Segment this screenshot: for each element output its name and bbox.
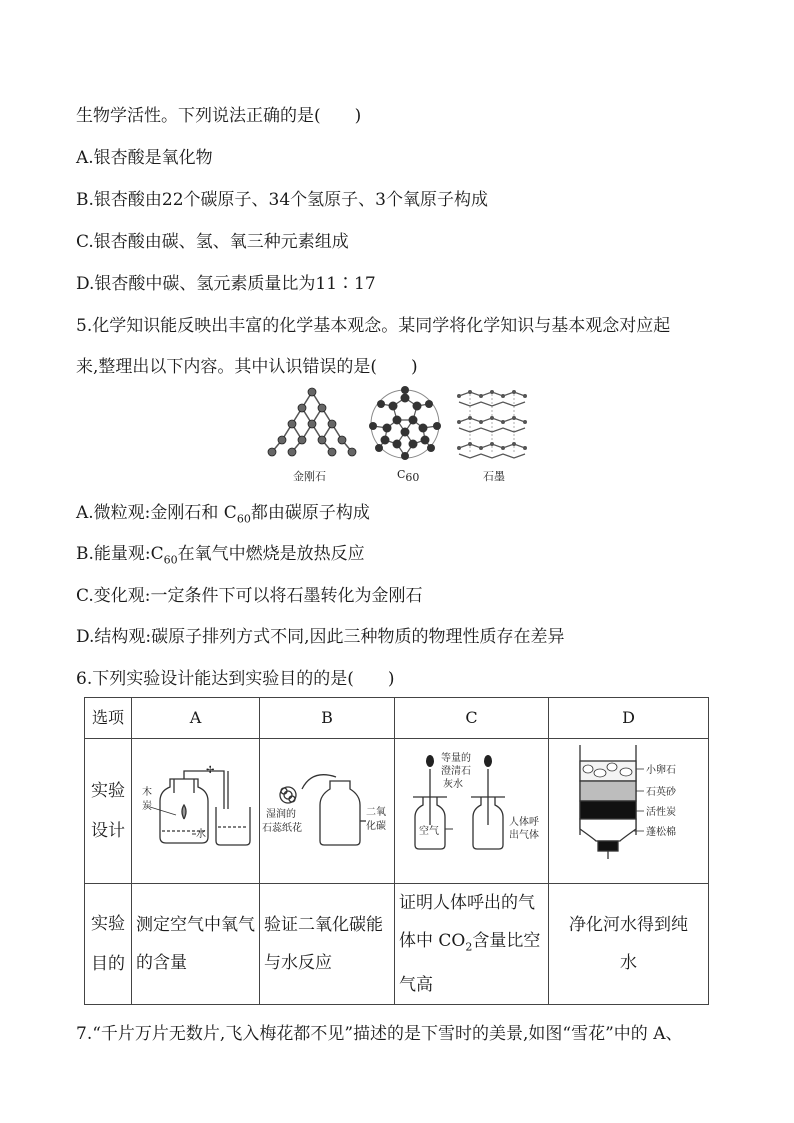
q4-option-a: A.银杏酸是氧化物 — [76, 148, 213, 168]
header-b: B — [260, 698, 395, 739]
purpose-b: 验证二氧化碳能与水反应 — [260, 884, 395, 1005]
label-air: 空气 — [418, 826, 439, 837]
diamond-caption: 金刚石 — [293, 470, 326, 483]
q6-experiment-table — [84, 697, 709, 1005]
q6-stem: 6.下列实验设计能达到实验目的的是( ) — [76, 669, 395, 689]
q5-stem-line2: 来,整理出以下内容。其中认识错误的是( ) — [76, 357, 418, 377]
purpose-d: 净化河水得到纯水 — [549, 884, 709, 1005]
table-row-purpose — [85, 884, 709, 1005]
label-co2-2: 化碳 — [366, 821, 386, 832]
label-exhaled-2: 出气体 — [508, 830, 539, 841]
header-option: 选项 — [85, 698, 132, 739]
label-quartz-sand: 石英砂 — [645, 787, 676, 798]
header-a: A — [132, 698, 260, 739]
design-d-cell — [549, 739, 709, 884]
table-header-row — [85, 698, 709, 739]
graphite-structure-image — [455, 384, 530, 464]
q4-option-b: B.银杏酸由22个碳原子、34个氢原子、3个氧原子构成 — [76, 190, 488, 210]
c60-caption: $C_{60}$ — [397, 468, 420, 485]
label-co2-1: 二氧 — [366, 807, 386, 818]
q4-option-d: D.银杏酸中碳、氢元素质量比为11∶17 — [76, 274, 376, 294]
q5-option-b: B.能量观$:C_{60}$在氧气中燃烧是放热反应 — [76, 544, 365, 567]
co2-litmus-apparatus — [262, 749, 392, 859]
header-c: C — [395, 698, 549, 739]
design-a-cell — [132, 739, 260, 884]
label-wet: 湿润的 — [266, 809, 296, 820]
c60-structure-image — [365, 384, 445, 464]
diamond-structure-image — [267, 384, 357, 464]
svg-text:✢: ✢ — [205, 765, 214, 776]
label-pebbles: 小卵石 — [645, 765, 676, 776]
label-charcoal-1: 木 — [141, 787, 152, 798]
design-c-cell — [395, 739, 549, 884]
q5-option-d: D.结构观:碳原子排列方式不同,因此三种物质的物理性质存在差异 — [76, 627, 565, 647]
q5-option-a: A.微粒观:金刚石和 $C_{60}$都由碳原子构成 — [76, 503, 370, 526]
table-row-design — [85, 739, 709, 884]
row-label-purpose: 实验目的 — [85, 884, 132, 1005]
label-water: 水 — [195, 829, 206, 840]
carbon-allotropes-figure — [265, 384, 530, 484]
q4-stem-tail: 生物学活性。下列说法正确的是( ) — [76, 106, 362, 126]
q7-stem: 7.“千片万片无数片,飞入梅花都不见”描述的是下雪时的美景,如图“雪花”中的 A、 — [76, 1024, 683, 1044]
header-d: D — [549, 698, 709, 739]
label-litmus: 石蕊纸花 — [262, 823, 302, 834]
q4-option-c: C.银杏酸由碳、氢、氧三种元素组成 — [76, 232, 349, 252]
label-charcoal-2: 炭 — [141, 801, 152, 812]
design-b-cell — [260, 739, 395, 884]
label-equal-amount: 等量的 — [440, 753, 471, 764]
label-cotton: 蓬松棉 — [645, 827, 676, 838]
q5-option-c: C.变化观:一定条件下可以将石墨转化为金刚石 — [76, 586, 423, 606]
label-limewater-1: 澄清石 — [440, 766, 471, 777]
breath-comparison-apparatus — [397, 749, 547, 859]
water-filter-apparatus — [554, 739, 704, 869]
purpose-c: 证明人体呼出的气体中 $CO_2$含量比空气高 — [395, 884, 549, 1005]
label-limewater-2: 灰水 — [442, 779, 463, 790]
purpose-a: 测定空气中氧气的含量 — [132, 884, 260, 1005]
row-label-design: 实验设计 — [85, 739, 132, 884]
label-exhaled-1: 人体呼 — [508, 817, 539, 828]
graphite-caption: 石墨 — [483, 470, 505, 483]
q5-stem-line1: 5.化学知识能反映出丰富的化学基本观念。某同学将化学知识与基本观念对应起 — [76, 316, 671, 336]
oxygen-measurement-apparatus — [136, 749, 256, 859]
label-activated-carbon: 活性炭 — [645, 807, 676, 818]
